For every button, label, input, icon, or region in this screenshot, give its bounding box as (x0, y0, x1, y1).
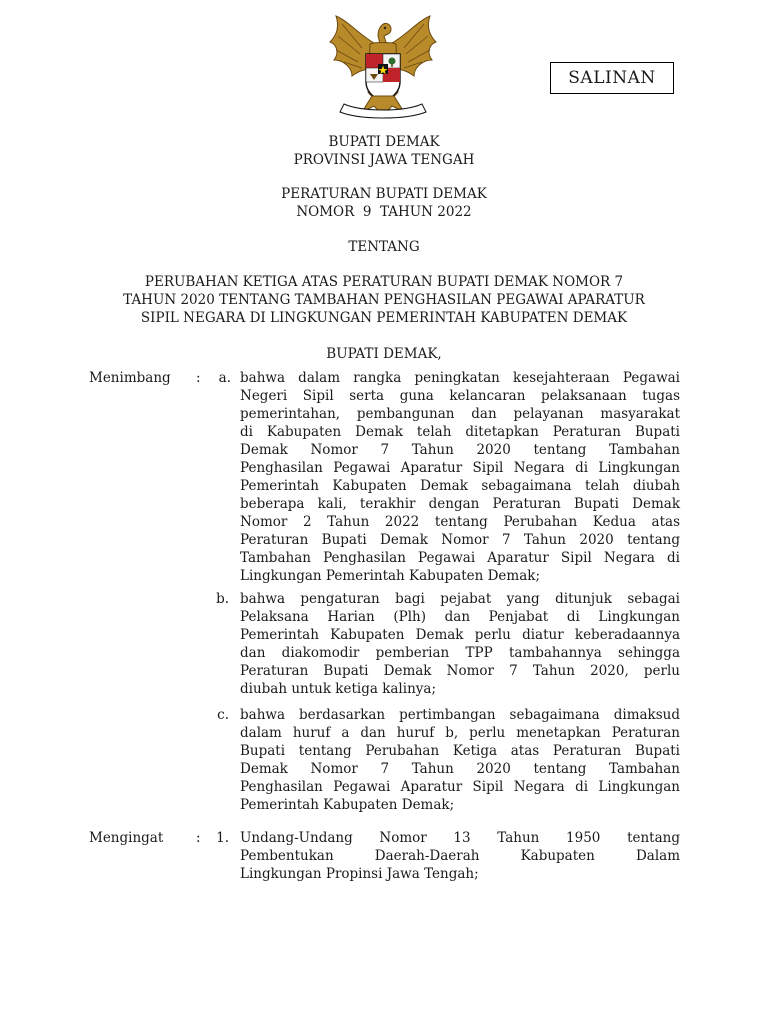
mengingat-item-1 (240, 829, 680, 883)
para-line: Pemerintah Kabupaten Demak; (240, 797, 455, 813)
menimbang-item-b (240, 590, 680, 698)
para-line: Undang-Undang Nomor 13 Tahun 1950 tentang (240, 830, 680, 846)
para-line: Demak Nomor 7 Tahun 2020 tentang Tambahan (240, 442, 680, 458)
title-line: TAHUN 2020 TENTANG TAMBAHAN PENGHASILAN PEGAWAI APARATUR (123, 292, 645, 308)
para-line: Peraturan Bupati Demak Nomor 7 Tahun 2020 tentang (240, 532, 680, 548)
para-line: Pelaksana Harian (Plh) dan Penjabat di Lingkungan (240, 609, 680, 625)
para-line: Bupati tentang Perubahan Ketiga atas Peraturan Bupati (240, 743, 680, 759)
regulation-number: NOMOR 9 TAHUN 2022 (296, 204, 472, 220)
para-line: Lingkungan Pemerintah Kabupaten Demak; (240, 568, 540, 584)
menimbang-colon: : (196, 370, 201, 386)
issuer-title: BUPATI DEMAK (328, 134, 440, 150)
issuer-heading (0, 133, 768, 169)
item-marker: c. (217, 707, 229, 723)
official-name: BUPATI DEMAK, (326, 346, 442, 362)
para-line: bahwa pengaturan bagi pejabat yang ditunjuk sebagai (240, 591, 680, 607)
menimbang-label: Menimbang (89, 370, 171, 386)
menimbang-item-c (240, 706, 680, 814)
para-line: bahwa berdasarkan pertimbangan sebagaimana dimaksud (240, 707, 680, 723)
para-line: bahwa dalam rangka peningkatan kesejahteraan Pegawai (240, 370, 680, 386)
para-line: di Kabupaten Demak telah ditetapkan Peraturan Bupati (240, 424, 680, 440)
para-line: Lingkungan Propinsi Jawa Tengah; (240, 866, 479, 882)
para-line: beberapa kali, terakhir dengan Peraturan Bupati Demak (240, 496, 680, 512)
regulation-type: PERATURAN BUPATI DEMAK (281, 186, 487, 202)
para-line: Penghasilan Pegawai Aparatur Sipil Negara di Lingkungan (240, 460, 680, 476)
garuda-emblem-icon (322, 12, 444, 124)
title-line: PERUBAHAN KETIGA ATAS PERATURAN BUPATI DEMAK NOMOR 7 (144, 274, 624, 290)
para-line: Pemerintah Kabupaten Demak sebagaimana telah diubah (240, 478, 680, 494)
para-line: Demak Nomor 7 Tahun 2020 tentang Tambahan (240, 761, 680, 777)
para-line: dan diakomodir pemberian TPP tambahannya sehingga (240, 645, 680, 661)
item-marker: a. (218, 370, 231, 386)
para-line: diubah untuk ketiga kalinya; (240, 681, 436, 697)
para-line: Peraturan Bupati Demak Nomor 7 Tahun 2020, perlu (240, 663, 680, 679)
about-label: TENTANG (348, 239, 420, 255)
item-marker: b. (216, 591, 229, 607)
para-line: pemerintahan, pembangunan dan pelayanan masyarakat (240, 406, 680, 422)
para-line: Tambahan Penghasilan Pegawai Aparatur Sipil Negara di (240, 550, 680, 566)
para-line: Pembentukan Daerah-Daerah Kabupaten Dalam (240, 848, 680, 864)
menimbang-item-a (240, 369, 680, 585)
mengingat-colon: : (196, 830, 201, 846)
salinan-stamp: SALINAN (550, 62, 674, 94)
para-line: Nomor 2 Tahun 2022 tentang Perubahan Kedua atas (240, 514, 680, 530)
regulation-heading (0, 185, 768, 221)
para-line: Pemerintah Kabupaten Demak perlu diatur keberadaannya (240, 627, 680, 643)
title-line: SIPIL NEGARA DI LINGKUNGAN PEMERINTAH KABUPATEN DEMAK (140, 310, 628, 326)
para-line: Penghasilan Pegawai Aparatur Sipil Negara di Lingkungan (240, 779, 680, 795)
issuer-province: PROVINSI JAWA TENGAH (293, 152, 475, 168)
mengingat-label: Mengingat (89, 830, 164, 846)
para-line: dalam huruf a dan huruf b, perlu menetapkan Peraturan (240, 725, 680, 741)
regulation-title (0, 273, 768, 327)
item-marker: 1. (216, 830, 229, 846)
para-line: Negeri Sipil serta guna kelancaran pelaksanaan tugas (240, 388, 680, 404)
